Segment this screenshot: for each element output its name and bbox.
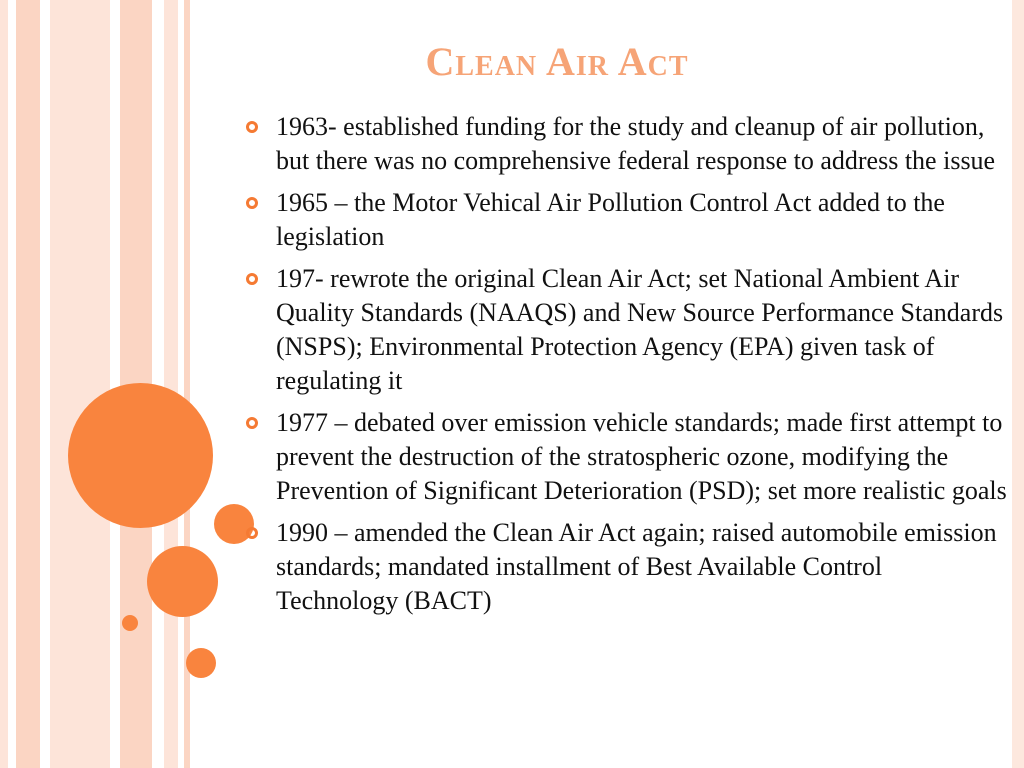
decorative-right-edge [1012, 0, 1024, 768]
bullet-item [240, 186, 1010, 254]
bullet-item [240, 110, 1010, 178]
decorative-circle-small [186, 648, 216, 678]
bullet-text: 197- rewrote the original Clean Air Act; set National Ambient Air Quality Standards (NAAQS) and New Source Performance Standards (NSPS); Environmental Protection Agency (EPA) given task of regulating it [276, 264, 1004, 395]
slide-title: Clean Air Act [425, 39, 689, 84]
bullet-text: 1990 – amended the Clean Air Act again; raised automobile emission standards; mandated installment of Best Available Control Technology (BACT) [276, 518, 997, 615]
bullet-text: 1977 – debated over emission vehicle standards; made first attempt to prevent the destruction of the stratospheric ozone, modifying the Prevention of Significant Deterioration (PSD); set more realistic goals [276, 408, 1007, 505]
slide-content [240, 110, 1010, 626]
bullet-item [240, 516, 1010, 618]
circle-bullet-icon [246, 273, 258, 285]
decorative-circle-tiny [122, 615, 138, 631]
bullet-text: 1963- established funding for the study and cleanup of air pollution, but there was no comprehensive federal response to address the issue [276, 112, 996, 175]
circle-bullet-icon [246, 527, 258, 539]
bullet-item [240, 262, 1010, 398]
bullet-item [240, 406, 1010, 508]
bullet-list [240, 110, 1010, 618]
bullet-text: 1965 – the Motor Vehical Air Pollution Control Act added to the legislation [276, 188, 945, 251]
circle-bullet-icon [246, 121, 258, 133]
decorative-stripes [0, 0, 190, 768]
decorative-circle-medium [147, 546, 218, 617]
circle-bullet-icon [246, 197, 258, 209]
circle-bullet-icon [246, 417, 258, 429]
decorative-circle-large [68, 383, 213, 528]
